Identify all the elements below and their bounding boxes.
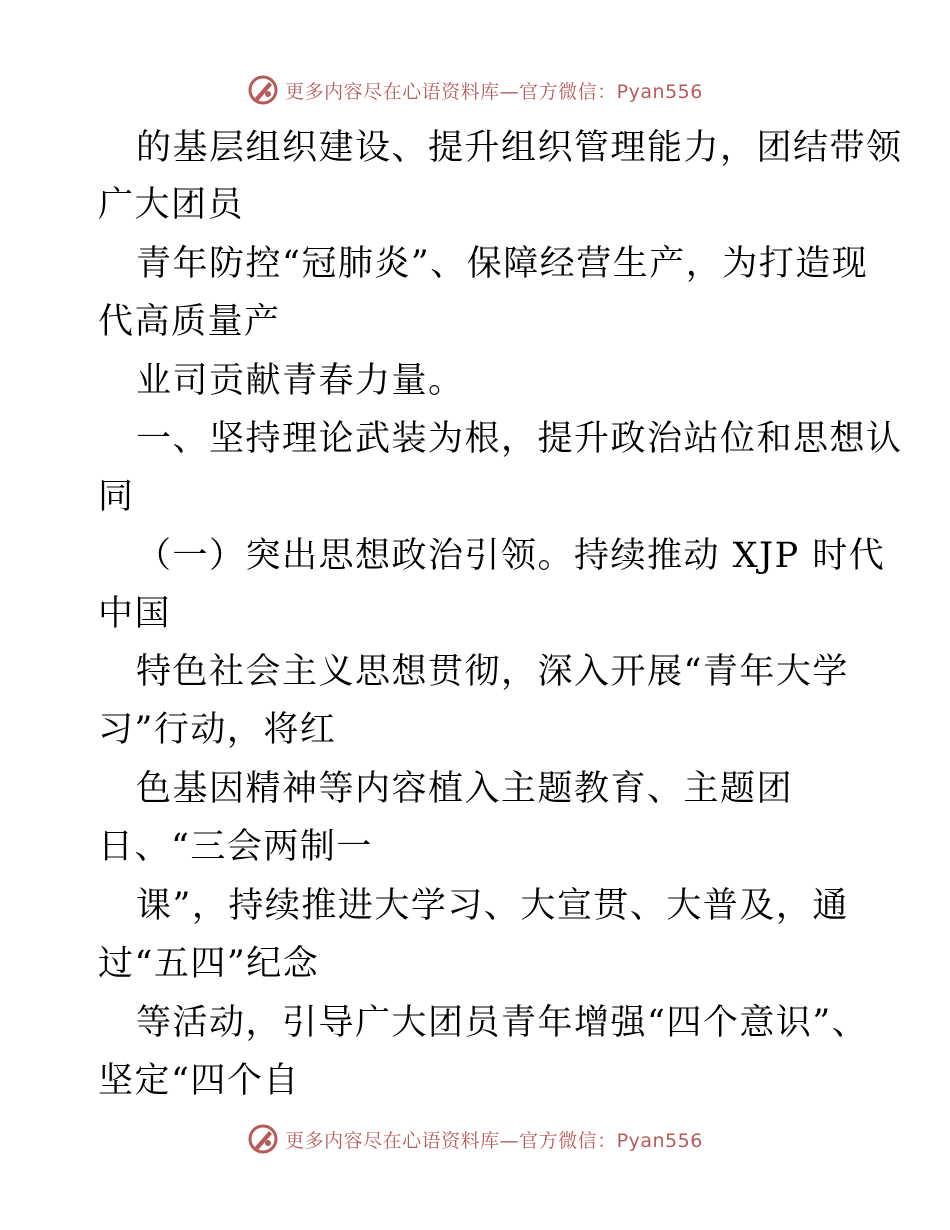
- footer-watermark-text: 更多内容尽在心语资料库—官方微信：Pyan556: [285, 1129, 703, 1152]
- pen-logo-icon: [247, 1123, 279, 1155]
- text-line: 坚定“四个自: [98, 1061, 300, 1101]
- text-line: 过“五四”纪念: [98, 944, 320, 984]
- text-line: 习”行动，将红: [98, 710, 337, 750]
- text-line: 同: [98, 477, 135, 517]
- header-watermark-text: 更多内容尽在心语资料库—官方微信：Pyan556: [285, 80, 703, 103]
- pen-logo-icon: [247, 74, 279, 106]
- text-line: 的基层组织建设、提升组织管理能力，团结带领: [136, 128, 903, 168]
- text-line: 广大团员: [98, 185, 245, 225]
- text-line: 业司贡献青春力量。: [136, 361, 465, 401]
- text-line: 中国: [98, 594, 172, 634]
- text-line: 色基因精神等内容植入主题教育、主题团: [136, 769, 794, 809]
- footer-watermark: [0, 1119, 950, 1159]
- header-watermark: [0, 70, 950, 110]
- text-line: 特色社会主义思想贯彻，深入开展“青年大学: [136, 652, 849, 692]
- text-line: 代高质量产: [98, 302, 281, 342]
- text-line: 青年防控“冠肺炎”、保障经营生产，为打造现: [136, 244, 869, 284]
- text-line: （一）突出思想政治引领。持续推动 XJP 时代: [136, 536, 886, 576]
- text-line: 一、坚持理论武装为根，提升政治站位和思想认: [136, 419, 903, 459]
- text-line: 日、“三会两制一: [98, 827, 373, 867]
- text-line: 课”，持续推进大学习、大宣贯、大普及，通: [136, 886, 849, 926]
- text-line: 等活动，引导广大团员青年增强“四个意识”、: [136, 1003, 869, 1043]
